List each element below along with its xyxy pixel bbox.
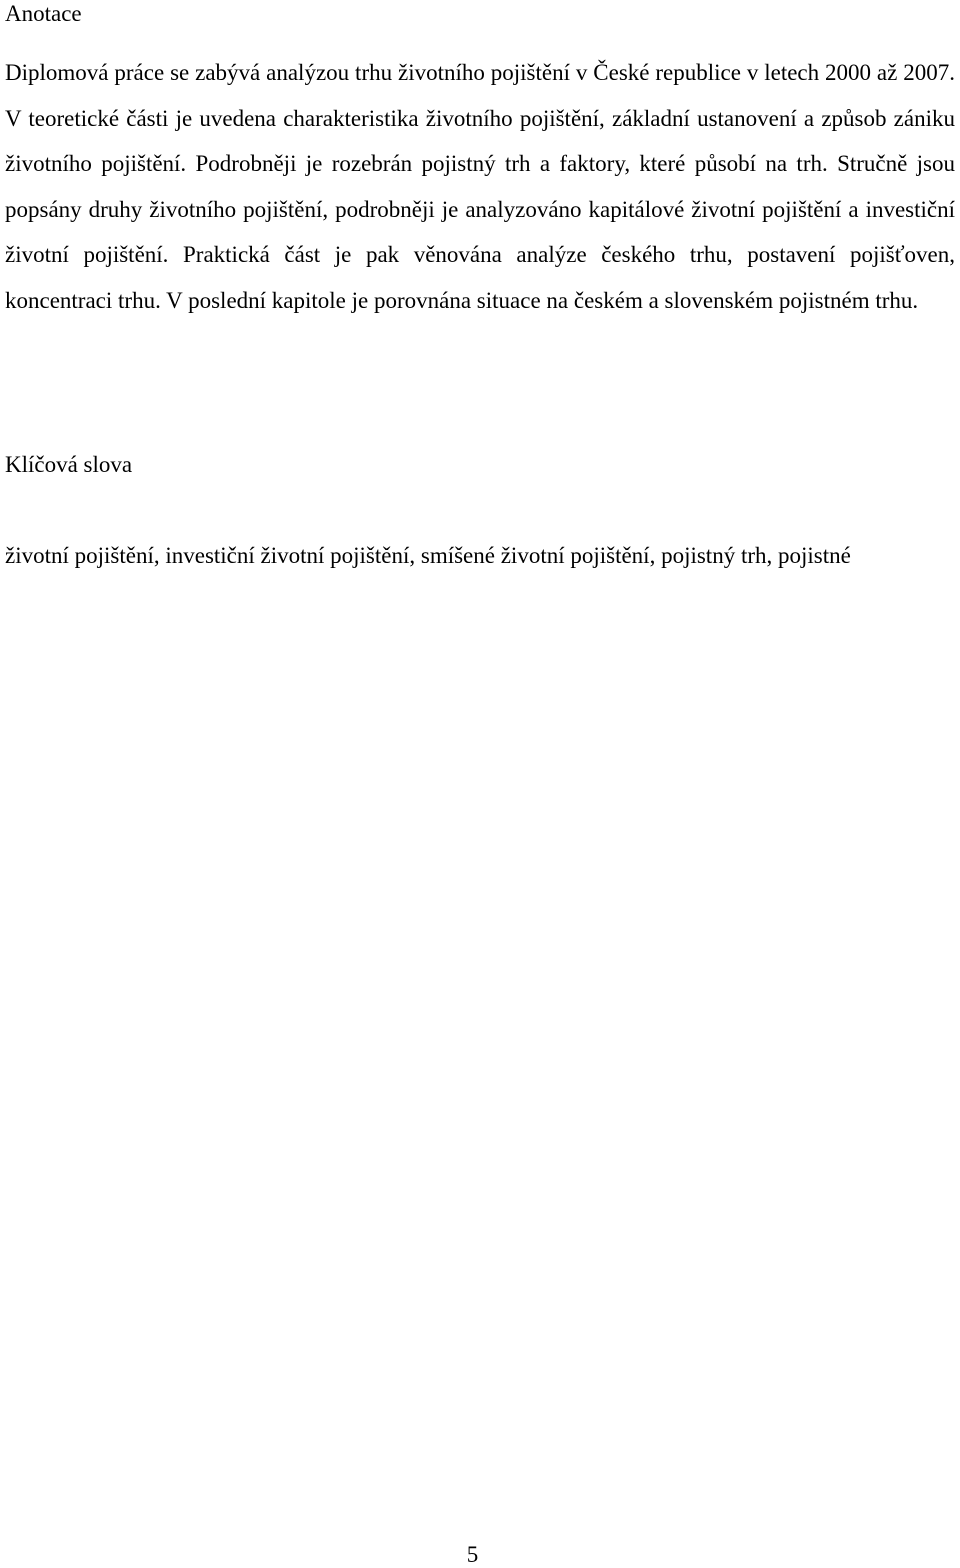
abstract-heading: Anotace [5,1,82,26]
page-number: 5 [466,1542,479,1567]
keywords-heading: Klíčová slova [5,452,133,477]
keywords-paragraph: životní pojištění, investiční životní pojištění, smíšené životní pojištění, pojistný trh, pojistné [5,543,851,568]
abstract-paragraph: Diplomová práce se zabývá analýzou trhu životního pojištění v České republice v letech 2000 až 2007. V teoretické části je uvedena charakteristika životního pojištění, základní ustanovení a způsob zániku životního pojištění. Podrobněji je rozebrán pojistný trh a faktory, které působí na trh. Stručně jsou popsány druhy životního pojištění, podrobněji je analyzováno kapitálové životní pojištění a investiční životní pojištění. Praktická část je pak věnována analýze českého trhu, postavení pojišťoven, koncentraci trhu. V poslední kapitole je porovnána situace na českém a slovenském pojistném trhu. [5,60,955,313]
